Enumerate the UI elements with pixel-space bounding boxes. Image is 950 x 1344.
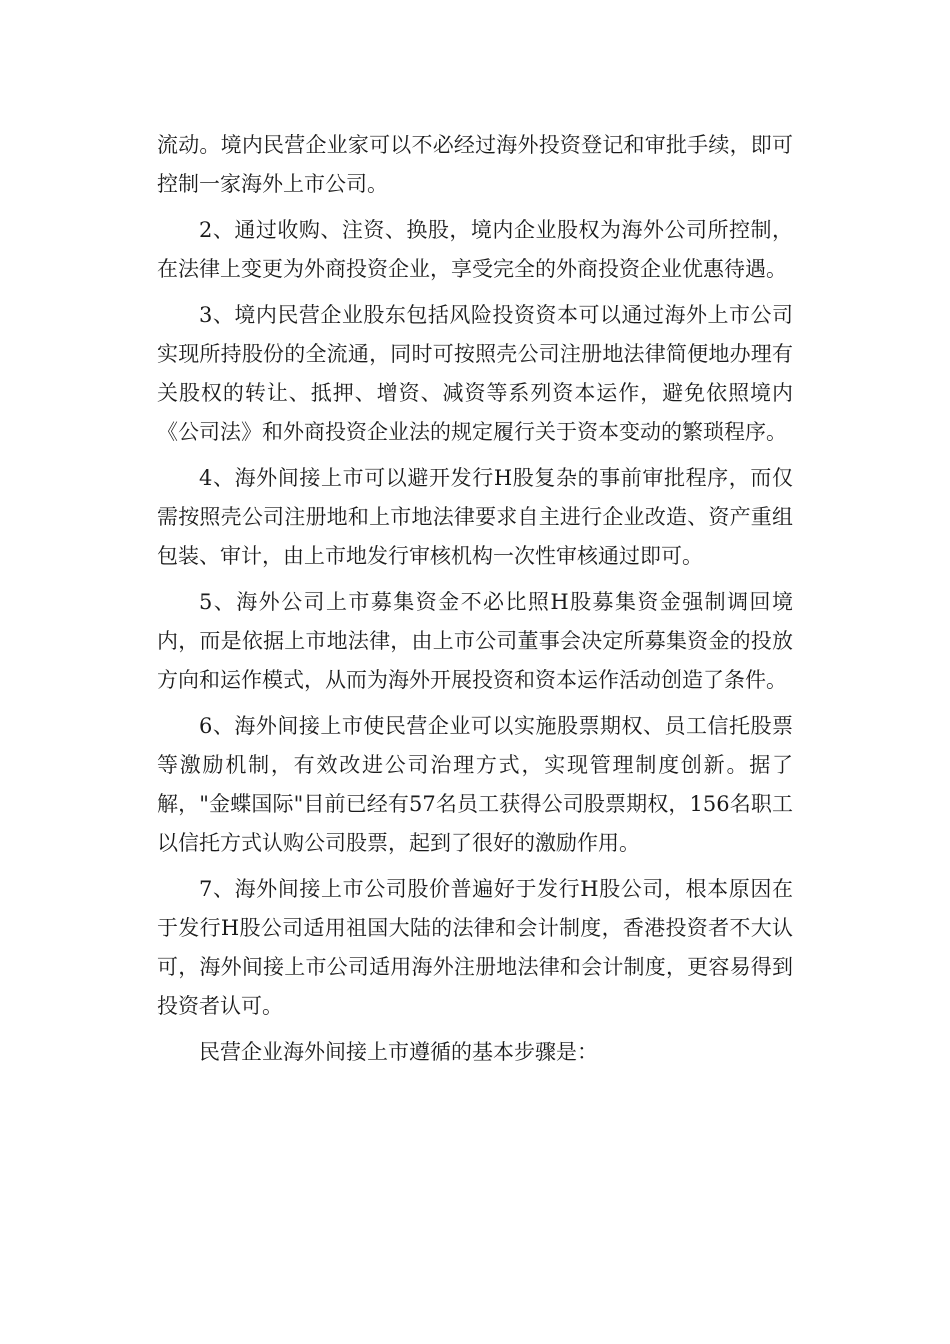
paragraph-item-5: 5、海外公司上市募集资金不必比照H股募集资金强制调回境内，而是依据上市地法律，由上市公司董事会决定所募集资金的投放方向和运作模式，从而为海外开展投资和资本运作活动创造了条件。 bbox=[157, 590, 793, 692]
paragraph-steps-intro: 民营企业海外间接上市遵循的基本步骤是： bbox=[199, 1040, 598, 1064]
paragraph-item-2: 2、通过收购、注资、换股，境内企业股权为海外公司所控制，在法律上变更为外商投资企业，享受完全的外商投资企业优惠待遇。 bbox=[157, 218, 793, 281]
paragraph-item-6: 6、海外间接上市使民营企业可以实施股票期权、员工信托股票等激励机制，有效改进公司治理方式，实现管理制度创新。据了解，"金蝶国际"目前已经有57名员工获得公司股票期权，156名职工以信托方式认购公司股票，起到了很好的激励作用。 bbox=[157, 714, 793, 855]
paragraph-item-4: 4、海外间接上市可以避开发行H股复杂的事前审批程序，而仅需按照壳公司注册地和上市地法律要求自主进行企业改造、资产重组包装、审计，由上市地发行审核机构一次性审核通过即可。 bbox=[157, 466, 793, 568]
paragraph-item-7: 7、海外间接上市公司股价普遍好于发行H股公司，根本原因在于发行H股公司适用祖国大陆的法律和会计制度，香港投资者不大认可，海外间接上市公司适用海外注册地法律和会计制度，更容易得到投资者认可。 bbox=[157, 877, 793, 1018]
paragraph-item-3: 3、境内民营企业股东包括风险投资资本可以通过海外上市公司实现所持股份的全流通，同时可按照壳公司注册地法律简便地办理有关股权的转让、抵押、增资、减资等系列资本运作，避免依照境内《公司法》和外商投资企业法的规定履行关于资本变动的繁琐程序。 bbox=[157, 303, 793, 444]
paragraph-continuation: 流动。境内民营企业家可以不必经过海外投资登记和审批手续，即可控制一家海外上市公司。 bbox=[157, 133, 793, 196]
document-body bbox=[157, 126, 793, 1079]
